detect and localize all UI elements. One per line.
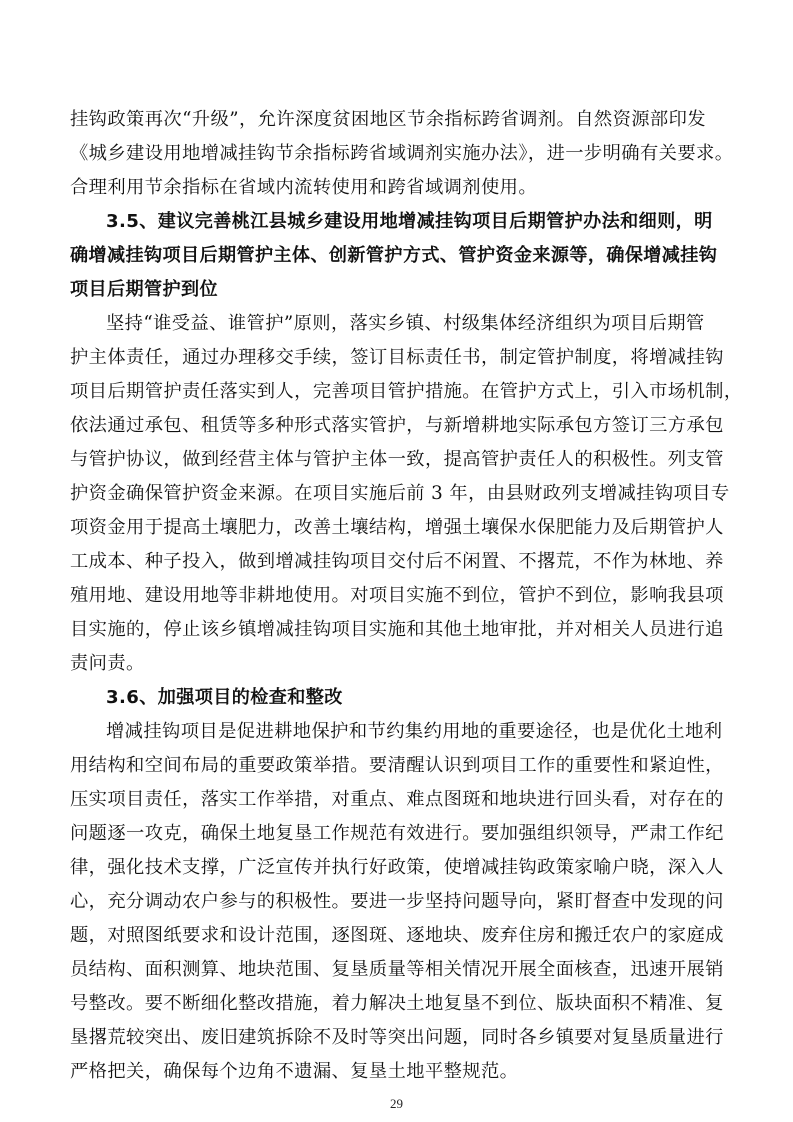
body-text-line: 号整改。要不断细化整改措施，着力解决土地复垦不到位、版块面积不精准、复 — [70, 993, 724, 1014]
body-text-line: 律，强化技术支撑，广泛宣传并执行好政策，使增减挂钩政策家喻户晓，深入人 — [70, 857, 724, 878]
body-text-line: 心，充分调动农户参与的积极性。要进一步坚持问题导向，紧盯督查中发现的问 — [70, 891, 724, 912]
body-text-line: 挂钩政策再次“升级”，允许深度贫困地区节余指标跨省调剂。自然资源部印发 — [70, 109, 706, 130]
body-text-line: 责问责。 — [70, 653, 145, 674]
body-text-line: 殖用地、建设用地等非耕地使用。对项目实施不到位，管护不到位，影响我县项 — [70, 585, 724, 606]
body-text-line: 项目后期管护责任落实到人，完善项目管护措施。在管护方式上，引入市场机制， — [70, 381, 743, 402]
body-text-line: 工成本、种子投入，做到增减挂钩项目交付后不闲置、不撂荒，不作为林地、养 — [70, 551, 724, 572]
body-text-line: 护资金确保管护资金来源。在项目实施后前 3 年，由县财政列支增减挂钩项目专 — [70, 483, 730, 504]
body-text-line: 员结构、面积测算、地块范围、复垦质量等相关情况开展全面核查，迅速开展销 — [70, 959, 724, 980]
body-text-line: 问题逐一攻克，确保土地复垦工作规范有效进行。要加强组织领导，严肃工作纪 — [70, 823, 724, 844]
body-text-line: 坚持“谁受益、谁管护”原则，落实乡镇、村级集体经济组织为项目后期管 — [106, 313, 705, 334]
body-text-line: 用结构和空间布局的重要政策举措。要清醒认识到项目工作的重要性和紧迫性， — [70, 755, 724, 776]
body-text-line: 《城乡建设用地增减挂钩节余指标跨省域调剂实施办法》，进一步明确有关要求。 — [70, 143, 734, 164]
page-number: 29 — [390, 1096, 403, 1111]
section-heading-3-5-cont: 项目后期管护到位 — [70, 279, 218, 300]
body-text-line: 压实项目责任，落实工作举措，对重点、难点图斑和地块进行回头看，对存在的 — [70, 789, 724, 810]
body-text-line: 合理利用节余指标在省域内流转使用和跨省域调剂使用。 — [70, 177, 538, 198]
body-text-line: 护主体责任，通过办理移交手续，签订目标责任书，制定管护制度，将增减挂钩 — [70, 347, 724, 368]
body-text-line: 依法通过承包、租赁等多种形式落实管护，与新增耕地实际承包方签订三方承包 — [70, 415, 724, 436]
body-text-line: 目实施的，停止该乡镇增减挂钩项目实施和其他土地审批，并对相关人员进行追 — [70, 619, 724, 640]
body-text-line: 题，对照图纸要求和设计范围，逐图斑、逐地块、废弃住房和搬迁农户的家庭成 — [70, 925, 724, 946]
body-text-line: 垦撂荒较突出、废旧建筑拆除不及时等突出问题，同时各乡镇要对复垦质量进行 — [70, 1027, 724, 1048]
body-text-line: 增减挂钩项目是促进耕地保护和节约集约用地的重要途径，也是优化土地利 — [106, 721, 723, 742]
body-text-line: 与管护协议，做到经营主体与管护主体一致，提高管护责任人的积极性。列支管 — [70, 449, 724, 470]
section-heading-3-6: 3.6、加强项目的检查和整改 — [106, 687, 343, 708]
section-heading-3-5-cont: 确增减挂钩项目后期管护主体、创新管护方式、管护资金来源等，确保增减挂钩 — [70, 245, 718, 266]
section-heading-3-5: 3.5、建议完善桃江县城乡建设用地增减挂钩项目后期管护办法和细则，明 — [106, 211, 713, 232]
body-text-line: 项资金用于提高土壤肥力，改善土壤结构，增强土壤保水保肥能力及后期管护人 — [70, 517, 724, 538]
body-text-line: 严格把关，确保每个边角不遗漏、复垦土地平整规范。 — [70, 1061, 519, 1082]
